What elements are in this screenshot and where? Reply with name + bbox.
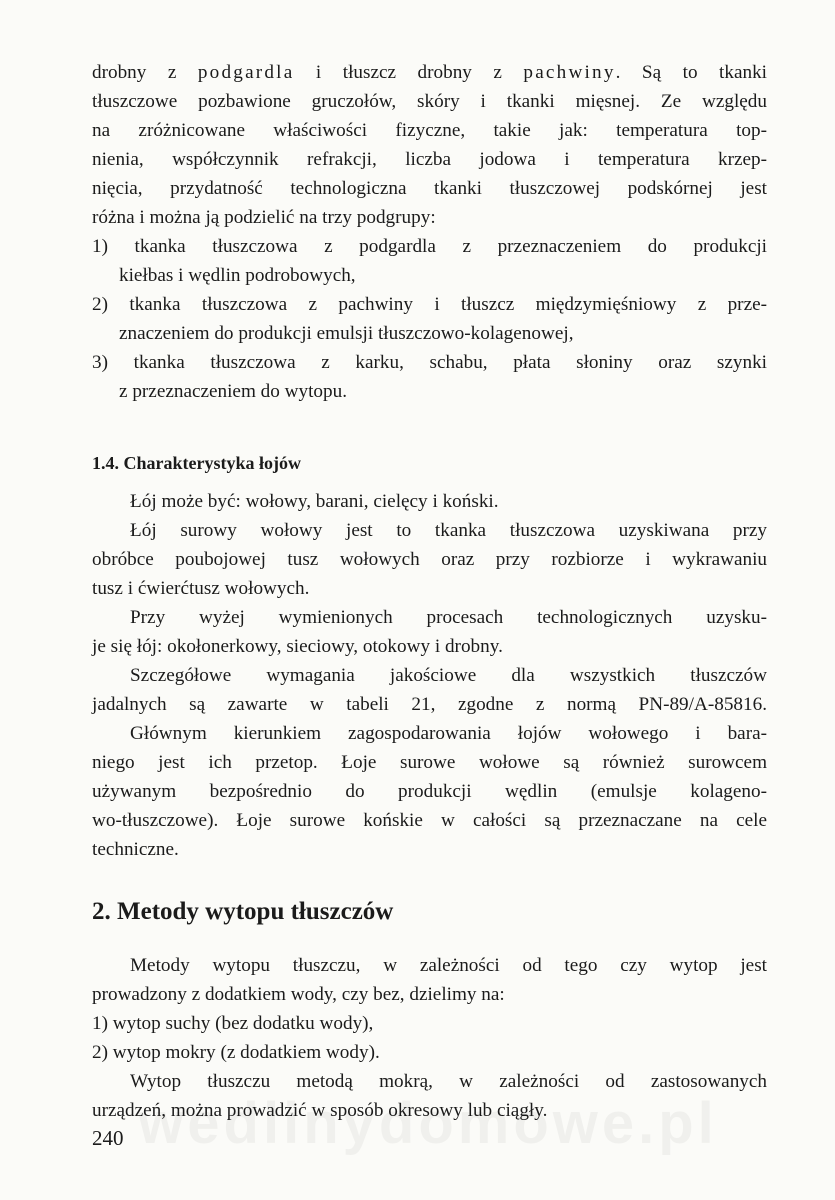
section-heading-2: 2. Metody wytopu tłuszczów <box>92 898 394 925</box>
list-item-continuation: znaczeniem do produkcji emulsji tłuszczowo-kolagenowej, <box>119 323 574 344</box>
text-line: różna i można ją podzielić na trzy podgrupy: <box>92 207 436 228</box>
text-line: Łój surowy wołowy jest to tkanka tłuszczowa uzyskiwana przy <box>130 520 767 541</box>
text-line: niego jest ich przetop. Łoje surowe wołowe są również surowcem <box>92 752 767 773</box>
text-line: wo-tłuszczowe). Łoje surowe końskie w całości są przeznaczane na cele <box>92 810 767 831</box>
list-item: 3) tkanka tłuszczowa z karku, schabu, płata słoniny oraz szynki <box>92 352 767 373</box>
intro-paragraph <box>92 58 767 232</box>
list-item: 1) wytop suchy (bez dodatku wody), <box>92 1013 374 1034</box>
section-2-body <box>92 951 767 1125</box>
text-line: tłuszczowe pozbawione gruczołów, skóry i tkanki mięsnej. Ze względu <box>92 91 767 112</box>
text-line: nięcia, przydatność technologiczna tkanki tłuszczowej podskórnej jest <box>92 178 767 199</box>
text-line: Głównym kierunkiem zagospodarowania łojów wołowego i bara- <box>130 723 767 744</box>
section-1-4-body <box>92 487 767 864</box>
page-content <box>92 58 767 1125</box>
text-line: je się łój: okołonerkowy, sieciowy, otokowy i drobny. <box>92 636 503 657</box>
text-line: używanym bezpośrednio do produkcji wędlin (emulsje kolageno- <box>92 781 767 802</box>
text-line: prowadzony z dodatkiem wody, czy bez, dzielimy na: <box>92 984 505 1005</box>
text-line: tusz i ćwierćtusz wołowych. <box>92 578 310 599</box>
text-line: jadalnych są zawarte w tabeli 21, zgodne z normą PN-89/A-85816. <box>92 694 767 715</box>
text-line: Przy wyżej wymienionych procesach technologicznych uzysku- <box>130 607 767 628</box>
text-line: techniczne. <box>92 839 179 860</box>
text-line: na zróżnicowane właściwości fizyczne, takie jak: temperatura top- <box>92 120 767 141</box>
text-line: drobny z podgardla i tłuszcz drobny z pachwiny. Są to tkanki <box>92 62 768 83</box>
subgroup-list <box>92 232 767 406</box>
text-line: urządzeń, można prowadzić w sposób okresowy lub ciągły. <box>92 1100 548 1121</box>
text-line: nienia, współczynnik refrakcji, liczba jodowa i temperatura krzep- <box>92 149 767 170</box>
text-line: Wytop tłuszczu metodą mokrą, w zależności od zastosowanych <box>130 1071 767 1092</box>
page-number: 240 <box>92 1126 124 1150</box>
text-line: Łój może być: wołowy, barani, cielęcy i koński. <box>130 491 499 512</box>
list-item-continuation: kiełbas i wędlin podrobowych, <box>119 265 356 286</box>
section-heading-1-4: 1.4. Charakterystyka łojów <box>92 453 301 473</box>
list-item: 2) tkanka tłuszczowa z pachwiny i tłuszcz międzymięśniowy z prze- <box>92 294 767 315</box>
text-line: obróbce poubojowej tusz wołowych oraz przy rozbiorze i wykrawaniu <box>92 549 767 570</box>
text-line: Szczegółowe wymagania jakościowe dla wszystkich tłuszczów <box>130 665 767 686</box>
text-line: Metody wytopu tłuszczu, w zależności od tego czy wytop jest <box>130 955 767 976</box>
list-item: 2) wytop mokry (z dodatkiem wody). <box>92 1042 380 1063</box>
list-item-continuation: z przeznaczeniem do wytopu. <box>119 381 348 402</box>
list-item: 1) tkanka tłuszczowa z podgardla z przeznaczeniem do produkcji <box>92 236 767 257</box>
